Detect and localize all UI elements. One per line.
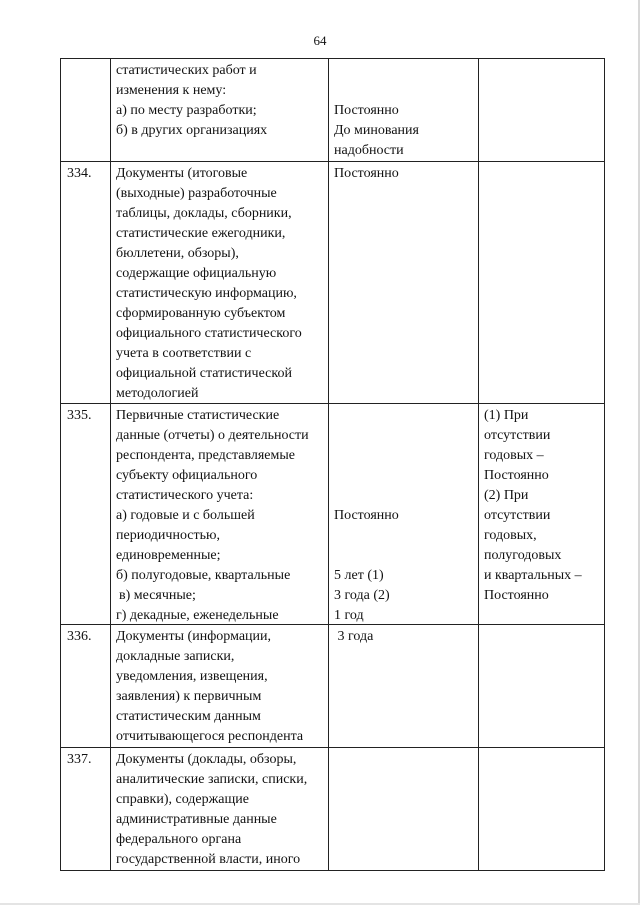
item-note xyxy=(479,625,605,747)
item-description: Документы (информации, докладные записки, уведомления, извещения, заявления) к первичным статистическим данным отчитывающегося респондента xyxy=(111,625,329,747)
retention-term: Постоянно До минования надобности xyxy=(329,59,479,161)
item-description: Первичные статистические данные (отчеты) о деятельности респондента, представляемые субъекту официального статистического учета: а) годовые и с большей периодичностью, единовременные; б) полугодовые, квартальные в) месячные; г) декадные, еженедельные xyxy=(111,404,329,624)
item-description: статистических работ и изменения к нему: а) по месту разработки; б) в других организациях xyxy=(111,59,329,161)
item-description: Документы (доклады, обзоры, аналитические записки, списки, справки), содержащие административные данные федерального органа государственной власти, иного xyxy=(111,748,329,870)
item-number: 336. xyxy=(61,625,111,747)
item-note xyxy=(479,59,605,161)
item-description: Документы (итоговые (выходные) разработочные таблицы, доклады, сборники, статистические ежегодники, бюллетени, обзоры), содержащие официальную статистическую информацию, сформированную субъектом официального статистического учета в соответствии с официальной статистической методологией xyxy=(111,162,329,403)
retention-table xyxy=(60,58,605,871)
item-note xyxy=(479,748,605,870)
item-note xyxy=(479,162,605,403)
retention-term xyxy=(329,748,479,870)
item-note: (1) При отсутствии годовых – Постоянно (2) При отсутствии годовых, полугодовых и квартальных – Постоянно xyxy=(479,404,605,624)
item-number: 334. xyxy=(61,162,111,403)
item-number xyxy=(61,59,111,161)
table-row xyxy=(61,59,605,162)
table-row xyxy=(61,625,605,748)
table-row xyxy=(61,748,605,871)
item-number: 337. xyxy=(61,748,111,870)
table-row xyxy=(61,404,605,625)
retention-term: Постоянно 5 лет (1) 3 года (2) 1 год xyxy=(329,404,479,624)
retention-term: 3 года xyxy=(329,625,479,747)
item-number: 335. xyxy=(61,404,111,624)
page-number: 64 xyxy=(313,33,327,48)
retention-term: Постоянно xyxy=(329,162,479,403)
table-row xyxy=(61,162,605,404)
